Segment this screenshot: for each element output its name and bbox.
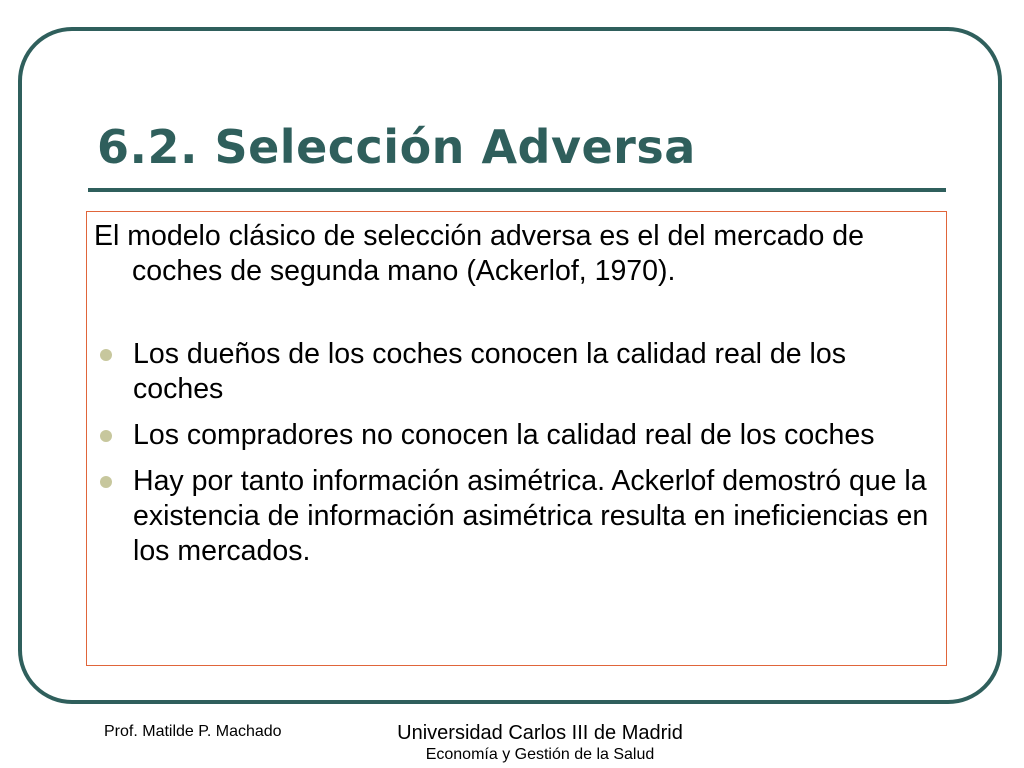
footer-university: Universidad Carlos III de Madrid	[397, 722, 683, 744]
intro-paragraph: El modelo clásico de selección adversa es el del mercado de coches de segunda mano (Ackerlof, 1970).	[94, 220, 864, 287]
bullet-text: Los compradores no conocen la calidad real de los coches	[133, 419, 875, 451]
footer-department: Economía y Gestión de la Salud	[425, 746, 655, 763]
bullet-item	[94, 464, 944, 569]
bullet-dot-icon	[100, 349, 112, 361]
bullet-dot-icon	[100, 476, 112, 488]
bullet-item	[94, 337, 944, 407]
slide-title: 6.2. Selección Adversa	[97, 120, 696, 174]
footer-author: Prof. Matilde P. Machado	[104, 723, 282, 740]
bullet-text: Los dueños de los coches conocen la calidad real de los coches	[133, 338, 846, 405]
footer-institution	[390, 721, 690, 765]
title-divider	[88, 188, 946, 192]
bullet-text: Hay por tanto información asimétrica. Ackerlof demostró que la existencia de información asimétrica resulta en ineficiencias en los mercados.	[133, 465, 929, 567]
bullet-item	[94, 418, 944, 453]
bullet-list	[94, 337, 944, 580]
bullet-dot-icon	[100, 430, 112, 442]
